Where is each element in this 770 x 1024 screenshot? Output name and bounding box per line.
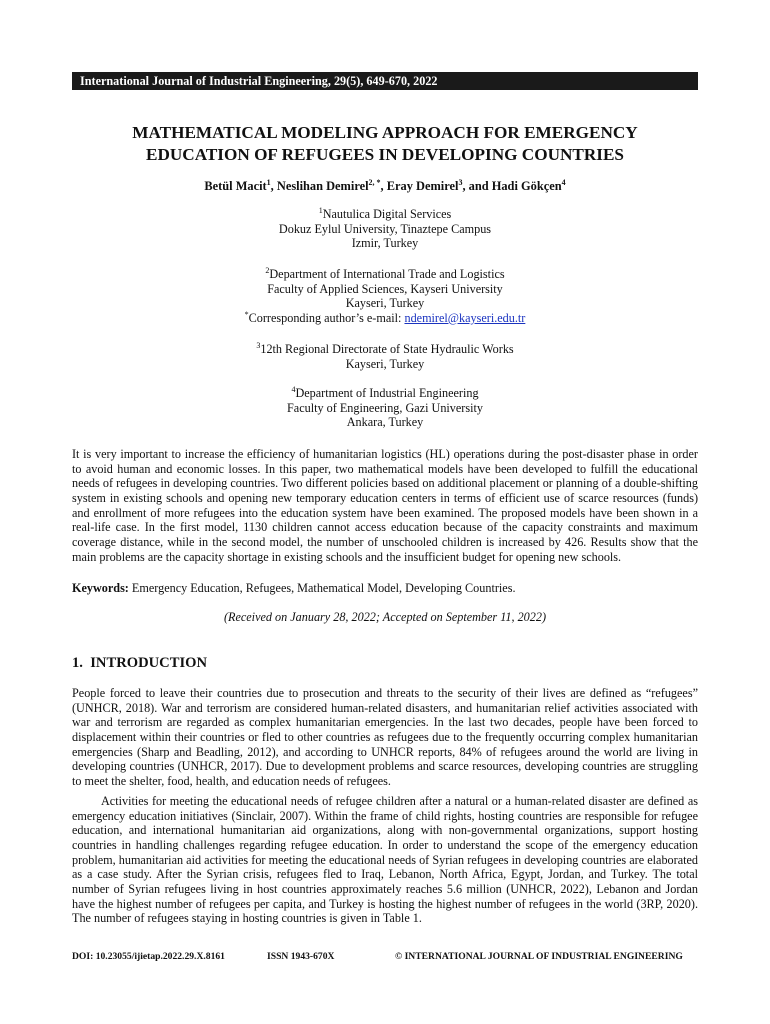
author-list: [72, 178, 698, 194]
affiliation-3: [72, 342, 698, 371]
author-3-sup: 3: [458, 177, 463, 187]
affiliation-3-line-1: 12th Regional Directorate of State Hydraulic Works: [260, 342, 514, 356]
affiliation-1-line-3: Izmir, Turkey: [351, 236, 419, 251]
author-1-sup: 1: [266, 177, 271, 187]
section-title: INTRODUCTION: [90, 655, 208, 671]
affiliation-4: [72, 386, 698, 430]
section-heading: [72, 654, 698, 672]
keywords: [72, 581, 698, 596]
author-2-sup: 2, *: [368, 177, 381, 187]
affiliation-1-line-2: Dokuz Eylul University, Tinaztepe Campus: [278, 221, 492, 236]
abstract: It is very important to increase the efficiency of humanitarian logistics (HL) operations during the post-disaster phase in order to avoid human and economic losses. In this paper, two mathematical models have been developed to fulfill the educational needs of refugees in developing countries. Two different policies based on additional placement or planning of a double-shifting system in existing schools and opening new temporary education centers in terms of efficient use of scarce resources (funds) and enrollment of more refugees into the education system have been examined. The proposed models have been shown in a real-life case. In the first model, 1130 children cannot access education because of the capacity constraints and maximum coverage distance, while in the second model, the number of unschooled children is increased by 426. Results show that the main problems are the capacity shortage in existing schools and the insufficient budget for opening new schools.: [72, 447, 698, 564]
corresponding-sup: *: [244, 309, 249, 319]
title-line-2: EDUCATION OF REFUGEES IN DEVELOPING COUNTRIES: [146, 145, 624, 164]
affiliation-4-sup: 4: [291, 384, 296, 394]
corresponding-email-link[interactable]: ndemirel@kayseri.edu.tr: [404, 310, 526, 325]
affiliation-1: [72, 207, 698, 251]
footer-issn: ISSN 1943-670X: [267, 951, 335, 962]
affiliation-4-line-1: Department of Industrial Engineering: [295, 386, 479, 400]
affiliation-4-line-2: Faculty of Engineering, Gazi University: [287, 400, 483, 415]
footer-doi: DOI: 10.23055/ijietap.2022.29.X.8161: [72, 951, 225, 962]
affiliation-1-sup: 1: [318, 205, 323, 215]
footer-copyright: © INTERNATIONAL JOURNAL OF INDUSTRIAL ENGINEERING: [395, 951, 683, 962]
title-line-1: MATHEMATICAL MODELING APPROACH FOR EMERGENCY: [132, 123, 638, 142]
author-1: Betül Macit: [204, 179, 267, 193]
paper-title: [72, 122, 698, 166]
author-4-sup: 4: [561, 177, 566, 187]
affiliation-2: [72, 267, 698, 325]
received-dates: (Received on January 28, 2022; Accepted on September 11, 2022): [223, 610, 547, 624]
affiliation-2-sup: 2: [265, 265, 270, 275]
author-4: Hadi Gökçen: [491, 179, 562, 193]
affiliation-1-line-1: Nautulica Digital Services: [322, 207, 452, 221]
journal-header-bar: [72, 72, 698, 90]
section-number: 1.: [72, 655, 83, 671]
intro-paragraph-2: Activities for meeting the educational needs of refugee children after a natural or a human-related disaster are defined as emergency education initiatives (Sinclair, 2007). Within the frame of child rights, hosting countries are responsible for refugee education, and international humanitarian aid organizations, along with non-governmental organizations, support hosting countries in handling challenges regarding refugee education. In order to understand the scope of the emergency education problem, humanitarian aid activities for meeting the educational needs of Syrian refugees in developing countries are elaborated as a case study. After the Syrian crisis, refugees fled to Iraq, Lebanon, North Africa, Egypt, Jordan, and Turkey. The total number of Syrian refugees living in host countries approximately reaches 5.6 million (UNHCR, 2022), Lebanon and Jordan have the highest number of refugees per capita, and Turkey is hosting the highest number of refugees in the world (3RP, 2020). The number of refugees staying in hosting countries is given in Table 1.: [72, 794, 698, 926]
intro-paragraph-1: People forced to leave their countries due to prosecution and threats to the security of their lives are defined as “refugees” (UNHCR, 2018). War and terrorism are considered human-related disasters, and humanitarian relief activities associated with war and terrorism are regarded as complex humanitarian emergencies. In the last two decades, people have been forced to displacement within their countries or fled to other countries as refugees due to the frequently occurring complex humanitarian emergencies (Sharp and Beadling, 2012), and according to UNHCR reports, 84% of refugees around the world are living in developing countries (UNHCR, 2017). Due to development problems and scarce resources, developing countries are struggling to meet the shelter, food, health, and education needs of refugees.: [72, 686, 698, 788]
affiliation-2-line-1: Department of International Trade and Logistics: [269, 267, 505, 281]
keywords-label: Keywords:: [72, 581, 129, 595]
affiliation-2-line-2: Faculty of Applied Sciences, Kayseri University: [267, 281, 503, 296]
author-separator: , and: [462, 179, 492, 193]
affiliation-2-line-3: Kayseri, Turkey: [345, 296, 425, 311]
author-separator: ,: [380, 179, 387, 193]
author-separator: ,: [270, 179, 277, 193]
affiliation-3-sup: 3: [256, 340, 261, 350]
affiliation-4-line-3: Ankara, Turkey: [346, 415, 424, 430]
corresponding-author: [72, 311, 698, 326]
author-2: Neslihan Demirel: [276, 179, 369, 193]
keywords-text: Emergency Education, Refugees, Mathematical Model, Developing Countries.: [128, 581, 516, 595]
journal-citation: International Journal of Industrial Engineering, 29(5), 649-670, 2022: [80, 74, 438, 88]
author-3: Eray Demirel: [386, 179, 459, 193]
corresponding-label: Corresponding author’s e-mail:: [248, 310, 405, 325]
affiliation-3-line-2: Kayseri, Turkey: [345, 356, 425, 371]
